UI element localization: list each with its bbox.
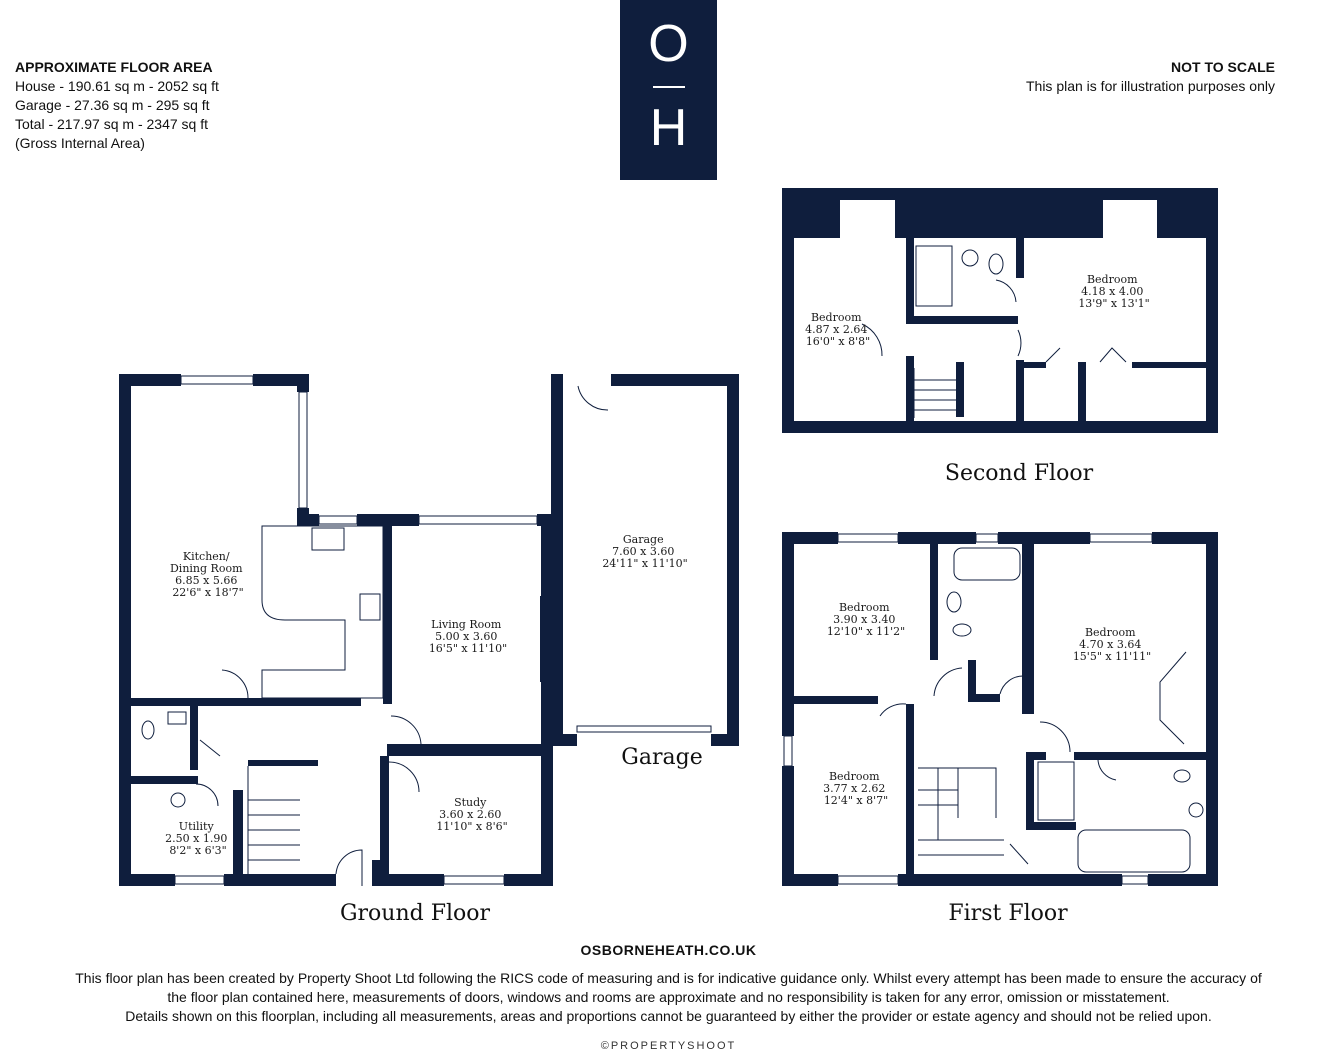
first-bedroom-top-left-label: Bedroom 3.90 x 3.40 12'10" x 11'2" — [826, 601, 906, 638]
first-floor-title: First Floor — [948, 901, 1068, 926]
logo-letter-bottom: H — [649, 99, 688, 157]
scale-line: This plan is for illustration purposes only — [1025, 78, 1275, 94]
disclaimer-line: Details shown on this floorplan, including all measurements, areas and proportions cannot be guaranteed by either the provider or estate agency and should not be relied upon. — [125, 1008, 1212, 1024]
disclaimer — [0, 969, 1337, 1026]
ground-floor-title: Ground Floor — [339, 901, 491, 926]
floor-area-total: Total - 217.97 sq m - 2347 sq ft — [15, 116, 208, 132]
second-bedroom-right-label: Bedroom 4.18 x 4.00 13'9" x 13'1" — [1078, 273, 1150, 310]
floor-area-note: (Gross Internal Area) — [15, 135, 145, 151]
living-room-label: Living Room 5.00 x 3.60 16'5" x 11'10" — [428, 618, 508, 655]
scale-heading: NOT TO SCALE — [1171, 59, 1275, 75]
second-bedroom-left-label: Bedroom 4.87 x 2.64 16'0" x 8'8" — [805, 311, 871, 348]
walls — [119, 188, 1218, 886]
first-bedroom-bottom-left-label: Bedroom 3.77 x 2.62 12'4" x 8'7" — [823, 770, 889, 807]
logo-letter-top: O — [648, 15, 689, 73]
garage-label: Garage 7.60 x 3.60 24'11" x 11'10" — [602, 533, 688, 570]
disclaimer-line: the floor plan contained here, measurements of doors, windows and rooms are approximate and no responsibility is taken for any error, omission or misstatement. — [167, 989, 1170, 1005]
floor-area-garage: Garage - 27.36 sq m - 295 sq ft — [15, 97, 210, 113]
garage-title: Garage — [621, 745, 703, 770]
agency-website: OSBORNEHEATH.CO.UK — [580, 942, 757, 958]
disclaimer-line: This floor plan has been created by Property Shoot Ltd following the RICS code of measuring and is for indicative guidance only. Whilst every attempt has been made to ensure the accuracy of — [75, 970, 1262, 986]
provider-credit: ©PROPERTYSHOOT — [600, 1040, 737, 1052]
kitchen-label: Kitchen/ Dining Room 6.85 x 5.66 22'6" x 18'7" — [169, 550, 244, 599]
floor-area-heading: APPROXIMATE FLOOR AREA — [15, 59, 213, 75]
utility-label: Utility 2.50 x 1.90 8'2" x 6'3" — [165, 820, 228, 857]
first-bedroom-right-label: Bedroom 4.70 x 3.64 15'5" x 11'11" — [1072, 626, 1152, 663]
study-label: Study 3.60 x 2.60 11'10" x 8'6" — [436, 796, 508, 833]
floor-area-house: House - 190.61 sq m - 2052 sq ft — [15, 78, 219, 94]
second-floor-title: Second Floor — [944, 461, 1094, 486]
